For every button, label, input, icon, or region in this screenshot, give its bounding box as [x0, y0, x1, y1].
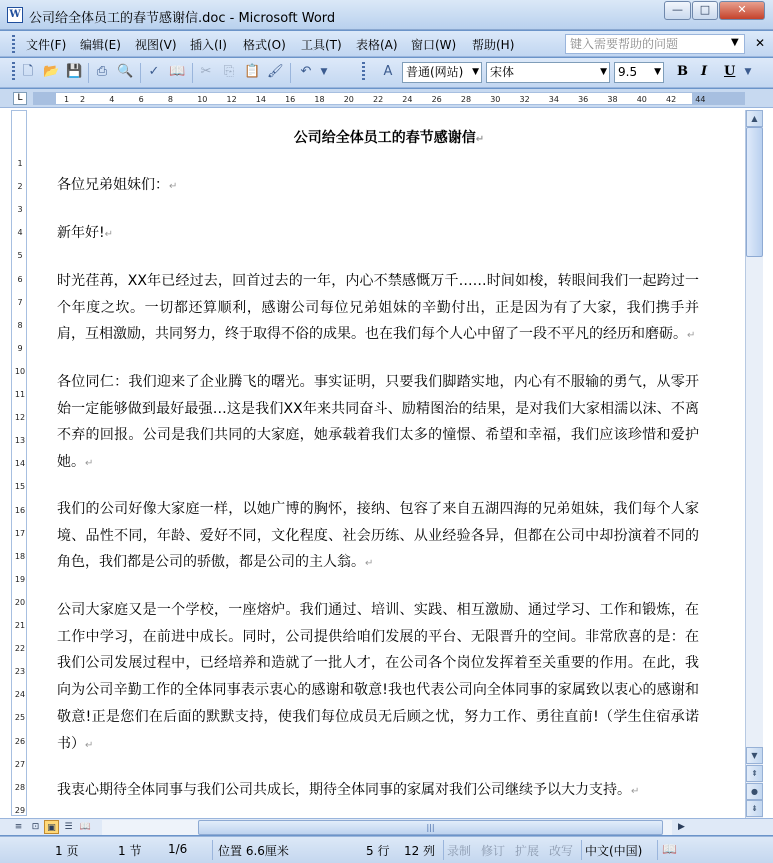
toolbar-grip-2[interactable] — [362, 62, 365, 80]
vertical-ruler-tick-label: 12 — [14, 413, 26, 423]
tab-selector[interactable]: L — [13, 92, 27, 105]
window-title: 公司给全体员工的春节感谢信.doc - Microsoft Word — [29, 11, 336, 26]
menu-window[interactable]: 窗口(W) — [411, 38, 457, 52]
vertical-ruler-tick-label: 27 — [14, 759, 26, 769]
ruler-tick-label: 38 — [607, 95, 618, 104]
vertical-ruler-tick-label: 6 — [17, 274, 23, 284]
vertical-ruler-tick-label: 13 — [14, 436, 26, 446]
vertical-ruler-tick-label: 1 — [17, 159, 23, 168]
web-layout-view-icon[interactable]: ⊡ — [31, 822, 40, 832]
toolbar-separator — [140, 63, 141, 83]
font-size-select[interactable] — [614, 62, 664, 83]
help-search-input[interactable]: 键入需要帮助的问题 — [565, 34, 745, 54]
vertical-ruler-tick-label: 8 — [17, 320, 23, 330]
ruler-tick-label: 8 — [167, 95, 173, 104]
document-title — [33, 127, 745, 147]
underline-dropdown-icon[interactable]: ▼ — [744, 67, 752, 77]
reading-layout-view-icon[interactable]: 📖 — [79, 822, 92, 832]
ruler-tick-label: 1 — [64, 95, 70, 104]
scroll-up-icon[interactable]: ▲ — [746, 110, 763, 127]
paragraph-mark: ↵ — [687, 330, 696, 342]
toolbar — [0, 58, 773, 88]
vertical-ruler-tick-label: 15 — [14, 482, 26, 492]
status-separator — [443, 840, 444, 860]
save-icon[interactable]: 💾 — [66, 64, 83, 79]
format-painter-icon[interactable]: 🖌 — [267, 64, 284, 79]
font-value: 宋体 — [490, 65, 515, 79]
new-document-icon[interactable]: 🗋 — [22, 64, 34, 79]
paragraph-mark: ↵ — [631, 786, 640, 797]
vertical-ruler-tick-label: 26 — [14, 736, 26, 746]
paste-icon[interactable]: 📋 — [244, 64, 261, 79]
horizontal-scroll-thumb[interactable]: ||| — [198, 820, 663, 835]
vertical-ruler-tick-label: 20 — [14, 597, 26, 607]
status-section: 1 节 — [118, 844, 142, 858]
ruler-tick-label: 36 — [578, 95, 589, 104]
paragraph-text: 我衷心期待全体同事与我们公司共成长，期待全体同事的家属对我们公司继续予以大力支持。 — [57, 782, 631, 798]
bold-button[interactable]: B — [677, 64, 688, 79]
status-overtype[interactable]: 改写 — [549, 844, 574, 858]
close-document-icon[interactable]: ✕ — [755, 36, 766, 50]
open-icon[interactable]: 📂 — [43, 64, 60, 79]
vertical-ruler-tick-label: 18 — [14, 551, 26, 561]
ruler-tick-label: 4 — [109, 95, 115, 104]
font-size-value: 9.5 — [618, 65, 638, 79]
copy-icon[interactable]: ⎘ — [223, 64, 235, 79]
vertical-ruler[interactable] — [11, 110, 27, 816]
vertical-ruler-tick-label: 19 — [14, 574, 26, 584]
vertical-ruler-tick-label: 14 — [14, 459, 26, 469]
vertical-ruler-tick-label: 29 — [14, 805, 26, 815]
menu-format[interactable]: 格式(O) — [243, 38, 286, 52]
title-bar — [0, 0, 773, 30]
paragraph — [57, 496, 699, 578]
minimize-button[interactable]: — — [664, 1, 691, 20]
ruler-tick-label: 18 — [314, 95, 325, 104]
paragraph-mark: ↵ — [475, 134, 485, 145]
font-dropdown-icon[interactable]: ▼ — [600, 67, 607, 77]
vertical-scrollbar[interactable] — [745, 110, 763, 818]
paragraph-text: 我们的公司好像大家庭一样，以她广博的胸怀，接纳、包容了来自五湖四海的兄弟姐妹，我们每个人家境、品性不同，年龄、爱好不同，文化程度、社会历练、从业经验各异，但都在公司中却扮演着不同的角色，我们都是公司的骄傲，都是公司的主人翁。 — [57, 501, 699, 571]
spelling-icon[interactable]: ✓ — [148, 64, 160, 79]
vertical-ruler-tick-label: 3 — [17, 205, 23, 215]
vertical-ruler-tick-label: 17 — [14, 528, 26, 538]
vertical-scroll-thumb[interactable] — [746, 127, 763, 257]
ruler-tick-label: 24 — [402, 95, 413, 104]
outline-view-icon[interactable]: ☰ — [64, 822, 73, 832]
vertical-ruler-tick-label: 21 — [14, 621, 26, 630]
paragraph-mark: ↵ — [365, 558, 374, 570]
vertical-ruler-tick-label: 16 — [14, 505, 26, 515]
status-separator — [581, 840, 582, 860]
paragraph — [57, 220, 699, 249]
toolbar-grip[interactable] — [12, 62, 15, 80]
undo-dropdown-icon[interactable]: ▼ — [320, 67, 328, 77]
research-icon[interactable]: 📖 — [169, 64, 186, 79]
vertical-ruler-tick-label: 22 — [14, 644, 26, 654]
normal-view-icon[interactable]: ≡ — [14, 822, 23, 832]
status-position: 位置 6.6厘米 — [218, 844, 289, 858]
ruler-tick-label: 28 — [460, 95, 472, 104]
ruler-tick-label: 26 — [431, 95, 442, 104]
paragraph-mark: ↵ — [85, 739, 94, 751]
toolbar-separator — [192, 63, 193, 83]
status-column: 12 列 — [404, 844, 436, 858]
help-dropdown-icon[interactable]: ▼ — [731, 37, 739, 48]
paragraph-text: 各位同仁：我们迎来了企业腾飞的曙光。事实证明，只要我们脚踏实地，内心有不服输的勇气，从零开始一定能够做到最好最强…这是我们XX年来共同奋斗、励精图治的结果，是对我们大家相濡以沫、不离不弃的回报。公司是我们共同的大家庭，她承载着我们太多的憧憬、希望和幸福，我们应该珍惜和爱护她。 — [57, 374, 699, 471]
paragraph — [57, 172, 699, 201]
ruler-tick-label: 16 — [285, 95, 296, 104]
paragraph-mark: ↵ — [169, 181, 178, 192]
paragraph-mark: ↵ — [104, 229, 114, 240]
ruler-tick-label: 40 — [636, 95, 647, 104]
horizontal-scroll-row — [0, 818, 773, 835]
status-extend-selection[interactable]: 扩展 — [515, 844, 540, 858]
status-page: 1 页 — [55, 844, 79, 858]
menu-file[interactable]: 文件(F) — [26, 38, 67, 52]
style-select[interactable] — [402, 62, 482, 83]
previous-page-icon[interactable]: ⇞ — [746, 765, 763, 782]
vertical-ruler-tick-label: 2 — [17, 182, 23, 192]
menu-help[interactable]: 帮助(H) — [472, 38, 515, 52]
ruler-tick-label: 14 — [255, 95, 266, 104]
paragraph-mark: ↵ — [85, 458, 94, 470]
undo-icon[interactable]: ↶ — [300, 64, 312, 79]
paragraph — [57, 777, 699, 806]
print-preview-icon[interactable]: 🔍 — [117, 64, 134, 79]
vertical-ruler-tick-label: 28 — [14, 782, 26, 792]
status-page-of: 1/6 — [168, 842, 188, 856]
vertical-ruler-tick-label: 4 — [17, 228, 23, 238]
ruler-tick-label: 34 — [548, 95, 559, 104]
status-track-changes[interactable]: 修订 — [481, 844, 506, 858]
font-size-dropdown-icon[interactable]: ▼ — [654, 67, 661, 77]
vertical-ruler-tick-label: 11 — [14, 390, 26, 399]
menu-grip[interactable] — [12, 35, 15, 53]
style-value: 普通(网站) — [406, 65, 464, 79]
ruler-tick-label: 12 — [226, 95, 237, 104]
toolbar-separator — [290, 63, 291, 83]
paragraph-text: 时光荏苒，XX年已经过去，回首过去的一年，内心不禁感慨万千……时间如梭，转眼间我们一起跨过一个年度之坎。一切都还算顺利，感谢公司每位兄弟姐妹的辛勤付出，正是因为有了大家，我们携手并肩，互相激励，共同努力，终于取得不俗的成果。也在我们每个人心中留了一段不平凡的经历和磨砺。 — [57, 273, 699, 343]
ruler-tick-label: 6 — [138, 95, 144, 104]
status-record-macro[interactable]: 录制 — [447, 844, 472, 858]
ruler-tick-label: 44 — [695, 95, 706, 104]
maximize-button[interactable]: □ — [692, 1, 718, 20]
word-app-icon[interactable]: W — [7, 7, 23, 23]
toolbar-separator — [88, 63, 89, 83]
vertical-ruler-tick-label: 5 — [17, 251, 23, 261]
menu-bar — [0, 31, 773, 57]
document-page[interactable] — [33, 113, 745, 818]
vertical-ruler-tick-label: 24 — [14, 690, 26, 700]
menu-insert[interactable]: 插入(I) — [190, 38, 227, 52]
status-separator — [212, 840, 213, 860]
styles-formatting-icon[interactable]: A — [383, 64, 393, 79]
print-layout-view-icon[interactable]: ▣ — [44, 820, 59, 834]
underline-button[interactable]: U — [724, 64, 736, 79]
vertical-ruler-tick-label: 10 — [14, 366, 26, 376]
ruler-tick-label: 42 — [666, 95, 677, 104]
vertical-ruler-tick-label: 23 — [14, 667, 26, 677]
menu-tools[interactable]: 工具(T) — [301, 38, 342, 52]
scroll-down-icon[interactable]: ▼ — [746, 747, 763, 764]
menu-table[interactable]: 表格(A) — [356, 38, 398, 52]
paragraph-text: 各位兄弟姐妹们： — [57, 177, 169, 193]
menu-edit[interactable]: 编辑(E) — [80, 38, 121, 52]
ruler-bar — [0, 89, 773, 108]
ruler-tick-label: 10 — [197, 95, 208, 104]
vertical-ruler-tick-label: 25 — [14, 713, 26, 723]
close-button[interactable]: ✕ — [719, 1, 765, 20]
vertical-ruler-tick-label: 9 — [17, 343, 23, 353]
cut-icon[interactable]: ✂ — [200, 64, 212, 79]
status-bar — [0, 836, 773, 863]
next-page-icon[interactable]: ⇟ — [746, 800, 763, 817]
menu-view[interactable]: 视图(V) — [135, 38, 177, 52]
ruler-tick-label: 32 — [519, 95, 530, 104]
status-language[interactable]: 中文(中国) — [585, 844, 643, 858]
scroll-right-icon[interactable]: ▶ — [678, 822, 685, 832]
style-dropdown-icon[interactable]: ▼ — [472, 67, 479, 77]
horizontal-scrollbar[interactable] — [102, 820, 672, 835]
italic-button[interactable]: I — [701, 64, 708, 79]
status-separator — [657, 840, 658, 860]
document-title-text: 公司给全体员工的春节感谢信 — [293, 130, 476, 146]
paragraph-text: 公司大家庭又是一个学校，一座熔炉。我们通过、培训、实践、相互激励、通过学习、工作和锻炼，在工作中学习，在前进中成长。同时，公司提供给咱们发展的平台、无限晋升的空间。非常欣喜的是：在我们公司发展过程中，已经培养和造就了一批人才，在公司各个岗位发挥着至关重要的作用。在此，我向为公司辛勤工作的全体同事表示衷心的感谢和敬意!我也代表公司向全体同事的家属致以衷心的感谢和敬意!正是您们在后面的默默支持，使我们每位成员无后顾之忧，努力工作、勇往直前!（学生住宿承诺书） — [57, 602, 699, 752]
print-icon[interactable]: ⎙ — [96, 64, 108, 79]
ruler-tick-label: 30 — [490, 95, 501, 104]
ruler-left-margin — [34, 93, 56, 105]
horizontal-ruler[interactable] — [33, 92, 745, 105]
ruler-tick-label: 2 — [80, 95, 86, 104]
paragraph — [57, 268, 699, 350]
spelling-status-icon[interactable]: 📖 — [662, 842, 677, 856]
font-select[interactable] — [486, 62, 610, 83]
vertical-ruler-tick-label: 7 — [17, 297, 23, 307]
ruler-tick-label: 22 — [373, 95, 384, 104]
paragraph-text: 新年好! — [57, 225, 105, 241]
status-line: 5 行 — [366, 844, 390, 858]
paragraph — [57, 597, 699, 759]
paragraph — [57, 369, 699, 478]
ruler-tick-label: 20 — [343, 95, 354, 104]
select-browse-object-icon[interactable]: ● — [746, 783, 763, 800]
